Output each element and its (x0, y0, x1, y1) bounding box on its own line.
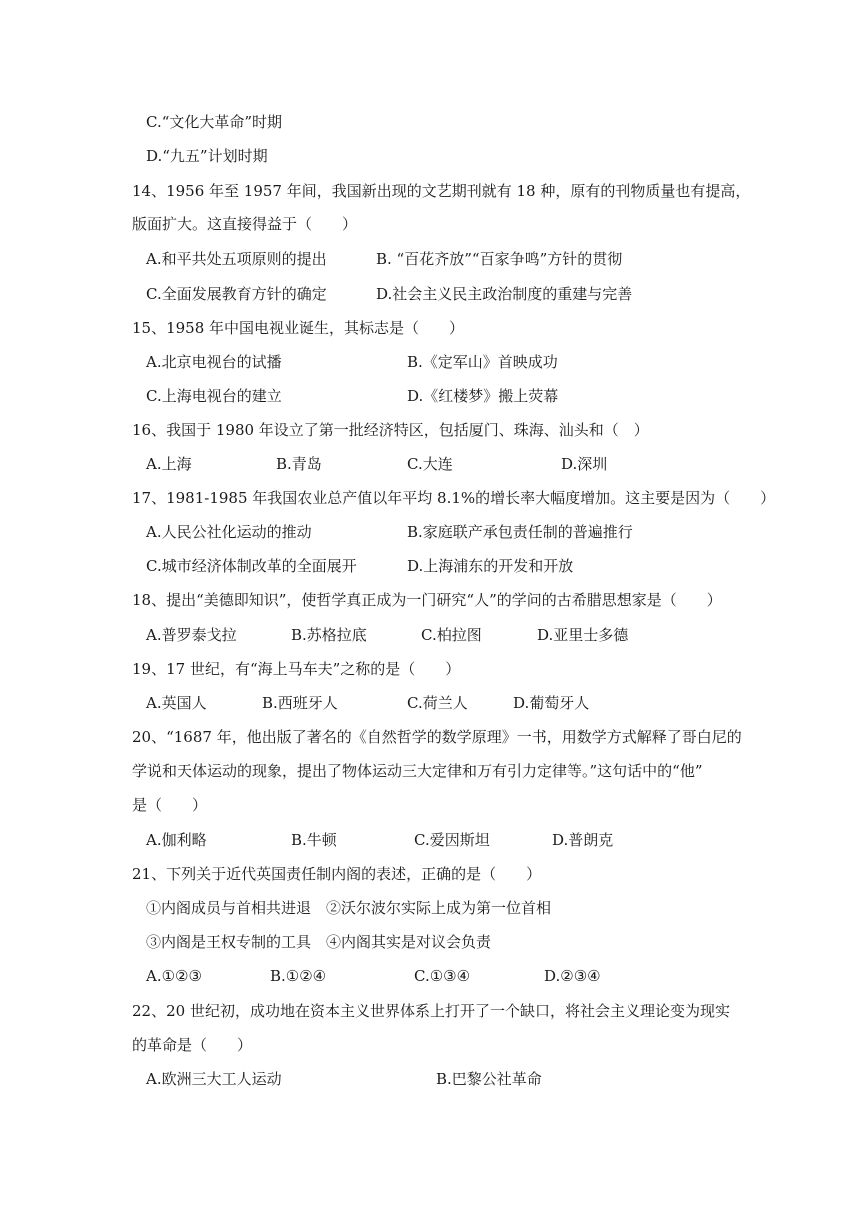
q16-option-c: C.大连 (407, 455, 453, 473)
q18-stem: 18、提出“美德即知识”，使哲学真正成为一门研究“人”的学问的古希腊思想家是（ ） (132, 591, 722, 609)
q17-option-d: D.上海浦东的开发和开放 (407, 557, 574, 575)
q13-option-d: D.“九五”计划时期 (146, 147, 268, 165)
q15-option-d: D.《红楼梦》搬上荧幕 (407, 387, 559, 405)
q16-stem: 16、我国于 1980 年设立了第一批经济特区，包括厦门、珠海、汕头和（ ） (132, 421, 649, 439)
q18-option-b: B.苏格拉底 (291, 626, 367, 644)
q18-option-d: D.亚里士多德 (537, 626, 629, 644)
q21-option-c: C.①③④ (414, 967, 471, 985)
q15-option-b: B.《定军山》首映成功 (407, 353, 558, 371)
q15-stem: 15、1958 年中国电视业诞生，其标志是（ ） (132, 319, 465, 337)
q13-option-c: C.“文化大革命”时期 (146, 113, 283, 131)
q22-option-a: A.欧洲三大工人运动 (146, 1070, 282, 1088)
q21-statements-1-2: ①内阁成员与首相共进退 ②沃尔波尔实际上成为第一位首相 (146, 899, 552, 917)
q21-option-d: D.②③④ (544, 967, 601, 985)
q15-option-c: C.上海电视台的建立 (146, 387, 282, 405)
q15-option-a: A.北京电视台的试播 (146, 353, 282, 371)
q21-option-b: B.①②④ (270, 967, 327, 985)
q19-option-d: D.葡萄牙人 (513, 694, 590, 712)
q16-option-b: B.青岛 (276, 455, 322, 473)
q20-option-d: D.普朗克 (552, 831, 614, 849)
q16-option-d: D.深圳 (561, 455, 608, 473)
q18-option-c: C.柏拉图 (421, 626, 482, 644)
q14-option-a: A.和平共处五项原则的提出 (146, 250, 327, 268)
q19-option-b: B.西班牙人 (262, 694, 338, 712)
q14-option-d: D.社会主义民主政治制度的重建与完善 (376, 285, 633, 303)
q17-option-a: A.人民公社化运动的推动 (146, 523, 312, 541)
q22-option-b: B.巴黎公社革命 (436, 1070, 542, 1088)
q20-stem-line3: 是（ ） (132, 796, 208, 814)
q21-statements-3-4: ③内阁是王权专制的工具 ④内阁其实是对议会负责 (146, 933, 492, 951)
q19-stem: 19、17 世纪，有“海上马车夫”之称的是（ ） (132, 660, 461, 678)
q14-option-c: C.全面发展教育方针的确定 (146, 285, 327, 303)
q14-stem-line1: 14、1956 年至 1957 年间，我国新出现的文艺期刊就有 18 种，原有的刊物质量也有提高， (132, 182, 751, 200)
q21-stem: 21、下列关于近代英国责任制内阁的表述，正确的是（ ） (132, 865, 542, 883)
q14-option-b: B. “百花齐放”“百家争鸣”方针的贯彻 (376, 250, 623, 268)
q22-stem-line1: 22、20 世纪初，成功地在资本主义世界体系上打开了一个缺口，将社会主义理论变为现实 (132, 1002, 730, 1020)
q18-option-a: A.普罗泰戈拉 (146, 626, 237, 644)
q20-option-c: C.爱因斯坦 (414, 831, 490, 849)
q17-stem: 17、1981-1985 年我国农业总产值以年平均 8.1%的增长率大幅度增加。这主要是因为（ ） (132, 489, 776, 507)
q19-option-c: C.荷兰人 (407, 694, 468, 712)
q20-stem-line2: 学说和天体运动的现象，提出了物体运动三大定律和万有引力定律等。”这句话中的“他” (132, 762, 703, 780)
q22-stem-line2: 的革命是（ ） (132, 1036, 253, 1054)
q17-option-b: B.家庭联产承包责任制的普遍推行 (407, 523, 633, 541)
q16-option-a: A.上海 (146, 455, 192, 473)
q19-option-a: A.英国人 (146, 694, 207, 712)
q17-option-c: C.城市经济体制改革的全面展开 (146, 557, 357, 575)
q20-stem-line1: 20、“1687 年，他出版了著名的《自然哲学的数学原理》一书，用数学方式解释了哥白尼的 (132, 728, 742, 746)
q21-option-a: A.①②③ (146, 967, 202, 985)
q20-option-a: A.伽利略 (146, 831, 207, 849)
q14-stem-line2: 版面扩大。这直接得益于（ ） (132, 215, 358, 233)
q20-option-b: B.牛顿 (291, 831, 337, 849)
